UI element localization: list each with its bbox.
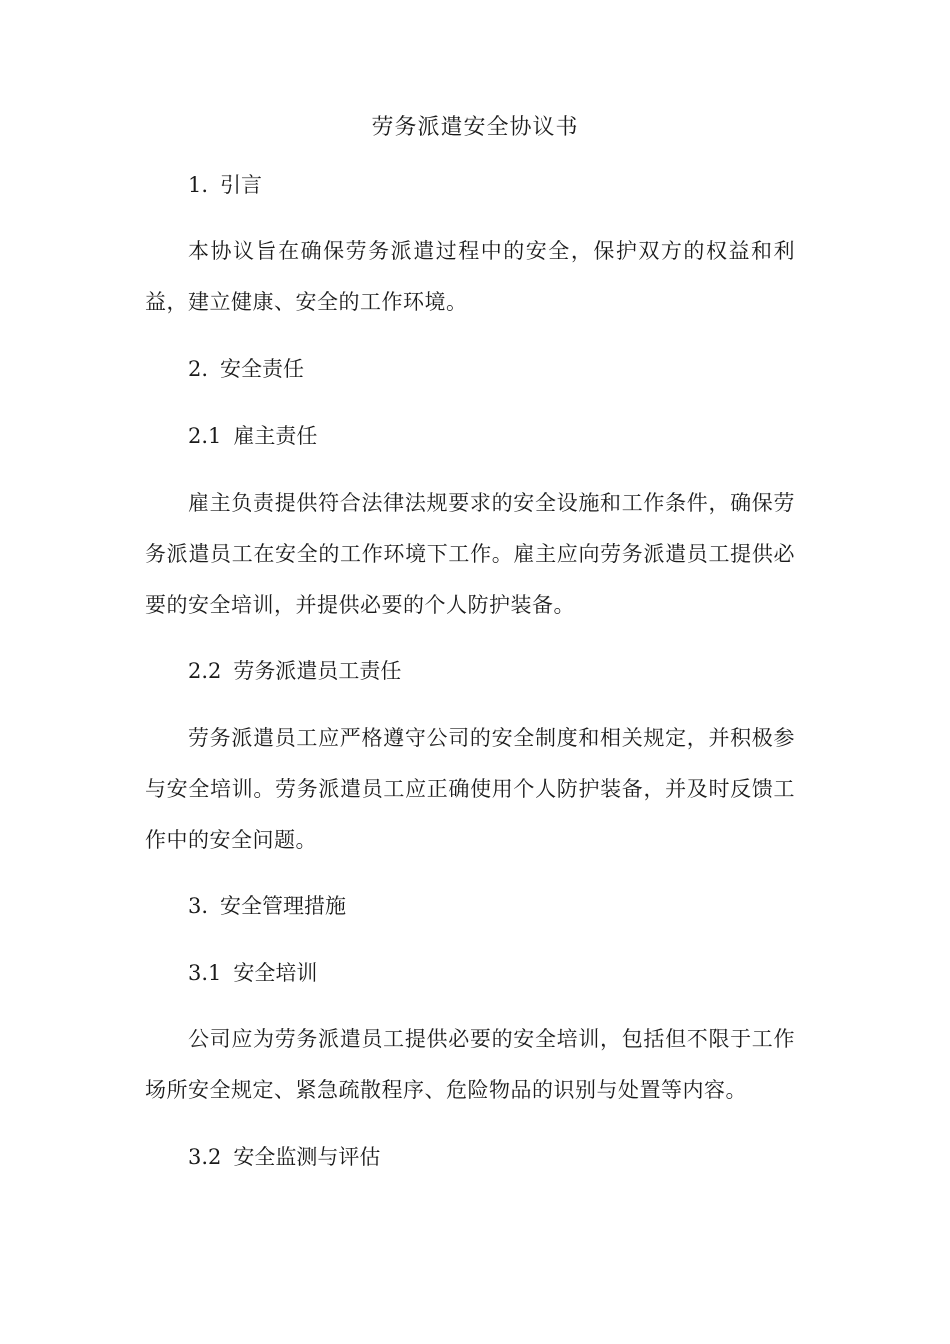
section-title: 安全培训 [233, 961, 318, 985]
section-title: 引言 [220, 173, 263, 197]
section-heading-2-1 [188, 418, 317, 454]
section-heading-1 [188, 167, 262, 203]
section-number: 2.2 [188, 659, 222, 683]
section-heading-3-2 [188, 1139, 380, 1175]
paragraph-intro: 本协议旨在确保劳务派遣过程中的安全，保护双方的权益和利益，建立健康、安全的工作环境。 [145, 239, 795, 314]
paragraph-safety-training: 公司应为劳务派遣员工提供必要的安全培训，包括但不限于工作场所安全规定、紧急疏散程序、危险物品的识别与处置等内容。 [145, 1027, 795, 1102]
section-number: 2.1 [188, 424, 222, 448]
section-number: 3.1 [188, 961, 222, 985]
section-title: 安全管理措施 [220, 894, 347, 918]
section-heading-3-1 [188, 955, 317, 991]
section-title: 雇主责任 [233, 424, 318, 448]
paragraph-employee-responsibility: 劳务派遣员工应严格遵守公司的安全制度和相关规定，并积极参与安全培训。劳务派遣员工应正确使用个人防护装备，并及时反馈工作中的安全问题。 [145, 726, 795, 852]
section-title: 安全监测与评估 [233, 1145, 381, 1169]
paragraph-employer-responsibility: 雇主负责提供符合法律法规要求的安全设施和工作条件，确保劳务派遣员工在安全的工作环境下工作。雇主应向劳务派遣员工提供必要的安全培训，并提供必要的个人防护装备。 [145, 491, 795, 617]
section-title: 劳务派遣员工责任 [233, 659, 402, 683]
section-number: 3. [188, 894, 209, 918]
document-title: 劳务派遣安全协议书 [371, 115, 579, 140]
section-number: 1. [188, 173, 209, 197]
section-heading-2 [188, 351, 304, 387]
section-heading-2-2 [188, 653, 401, 689]
section-number: 3.2 [188, 1145, 222, 1169]
section-number: 2. [188, 357, 209, 381]
section-heading-3 [188, 888, 346, 924]
section-title: 安全责任 [220, 357, 305, 381]
